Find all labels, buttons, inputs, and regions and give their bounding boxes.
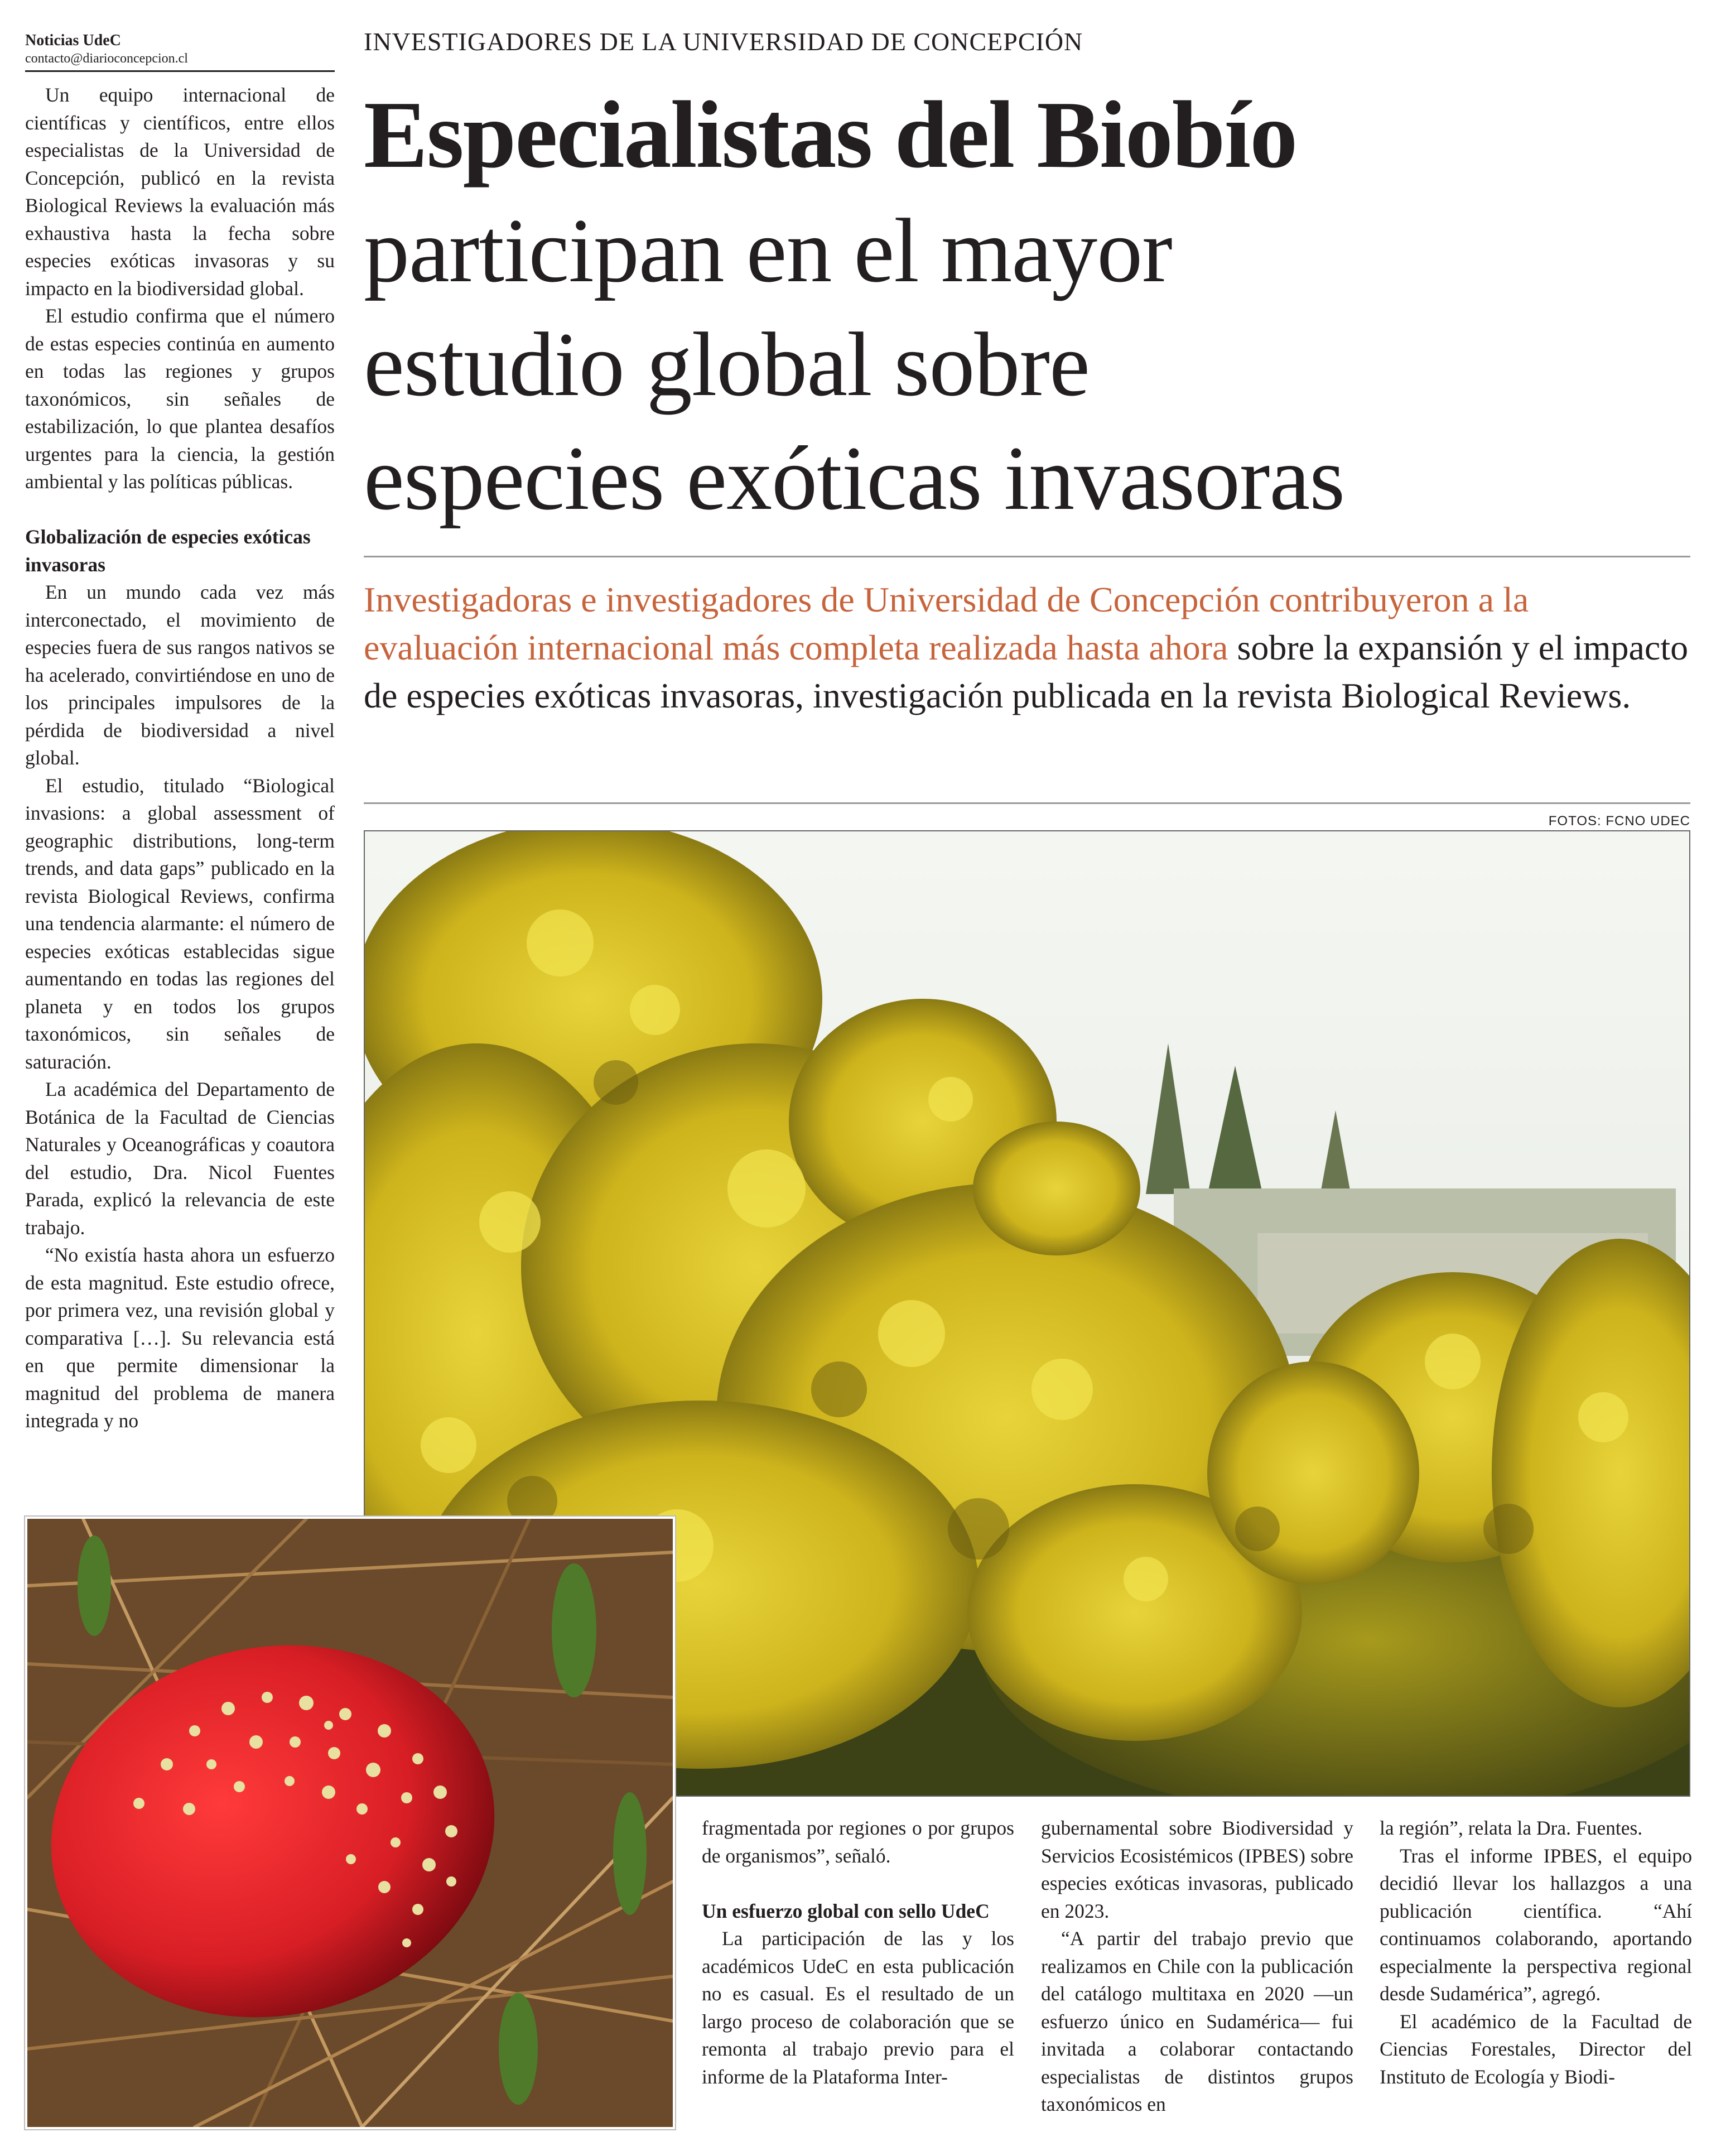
body-paragraph: La académica del Departamento de Botánica de la Facultad de Ciencias Naturales y Oceanográficas y coautora del estudio, Dra. Nicol Fuentes Parada, explicó la relevancia de este trabajo. xyxy=(25,1078,335,1239)
body-paragraph: El estudio confirma que el número de estas especies continúa en aumento en todas las regiones y grupos taxonómicos, sin señales de estabilización, lo que plantea desafíos urgentes para la ciencia, la gestión ambiental y las políticas públicas. xyxy=(25,305,335,493)
body-paragraph: fragmentada por regiones o por grupos de organismos”, señaló. xyxy=(702,1817,1014,1867)
headline-bold: Especialistas del Biobío xyxy=(364,82,1297,188)
contact-email[interactable]: contacto@diarioconcepcion.cl xyxy=(25,51,188,66)
headline-line: estudio global sobre xyxy=(364,314,1090,415)
body-paragraph: Un equipo internacional de científicas y científicos, entre ellos especialistas de la Universidad de Concepción, publicó en la revista Biological Reviews la evaluación más exhaustiva hasta la fecha sobre especies exóticas invasoras y su impacto en la biodiversidad global. xyxy=(25,84,335,300)
lede xyxy=(364,576,1690,720)
body-column-bottom-1 xyxy=(702,1815,1014,2091)
body-column-bottom-2 xyxy=(1041,1815,1353,2119)
body-paragraph: “A partir del trabajo previo que realizamos en Chile con la publicación del catálogo multitaxa en 2020 —un esfuerzo único en Sudamérica— fui invitada a colaborar contactando especialistas de distintos grupos taxonómicos en xyxy=(1041,1927,1353,2115)
headline-divider xyxy=(364,556,1690,557)
headline-line: especies exóticas invasoras xyxy=(364,428,1345,529)
body-paragraph: Tras el informe IPBES, el equipo decidió llevar los hallazgos a una publicación científica. “Ahí continuamos colaborando, aportando especialmente la perspectiva regional desde Sudamérica”, agregó. xyxy=(1380,1844,1692,2005)
body-paragraph: En un mundo cada vez más interconectado, el movimiento de especies fuera de sus rangos nativos se ha acelerado, convirtiéndose en uno de los principales impulsores de la pérdida de biodiversidad a nivel global. xyxy=(25,581,335,769)
headline-line: participan en el mayor xyxy=(364,200,1172,301)
body-paragraph: El académico de la Facultad de Ciencias Forestales, Director del Instituto de Ecología y Biodi- xyxy=(1380,2010,1692,2088)
lede-divider xyxy=(364,802,1690,804)
subheading: Globalización de especies exóticas invasoras xyxy=(25,526,311,576)
body-paragraph: gubernamental sobre Biodiversidad y Servicios Ecosistémicos (IPBES) sobre especies exóticas invasoras, publicado en 2023. xyxy=(1041,1817,1353,1922)
lede-highlight: Investigadoras e investigadores de Universidad de Concepción contribuyeron a la evaluación internacional más completa realizada hasta ahora xyxy=(364,580,1529,667)
section-credit xyxy=(25,31,335,72)
body-paragraph: El estudio, titulado “Biological invasions: a global assessment of geographic distributions, long-term trends, and data gaps” publicado en la revista Biological Reviews, confirma una tendencia alarmante: el número de especies exóticas establecidas sigue aumentando en todas las regiones del planeta y en todos los grupos taxonómicos, sin señales de saturación. xyxy=(25,774,335,1073)
mushroom-illustration xyxy=(27,1519,673,2127)
section-label: Noticias UdeC xyxy=(25,32,121,49)
kicker: INVESTIGADORES DE LA UNIVERSIDAD DE CONCEPCIÓN xyxy=(364,27,1083,56)
subheading: Un esfuerzo global con sello UdeC xyxy=(702,1899,990,1922)
mushroom-photo xyxy=(25,1517,675,2129)
lede-text: sobre la expansión y el impacto de especies exóticas invasoras, investigación publicada en la revista Biological Reviews. xyxy=(364,628,1689,715)
headline xyxy=(364,194,1344,536)
credit-divider xyxy=(25,70,335,72)
body-paragraph: “No existía hasta ahora un esfuerzo de esta magnitud. Este estudio ofrece, por primera vez, una revisión global y comparativa […]. Su relevancia está en que permite dimensionar la magnitud del problema de manera integrada y no xyxy=(25,1244,335,1432)
body-paragraph: La participación de las y los académicos UdeC en esta publicación no es casual. Es el resultado de un largo proceso de colaboración que se remonta al trabajo previo para el informe de la Plataforma Inter- xyxy=(702,1927,1014,2088)
body-column-bottom-3 xyxy=(1380,1815,1692,2091)
photo-credit: FOTOS: FCNO UDEC xyxy=(1548,814,1690,829)
body-paragraph: la región”, relata la Dra. Fuentes. xyxy=(1380,1817,1643,1839)
body-column-left xyxy=(25,81,335,1435)
